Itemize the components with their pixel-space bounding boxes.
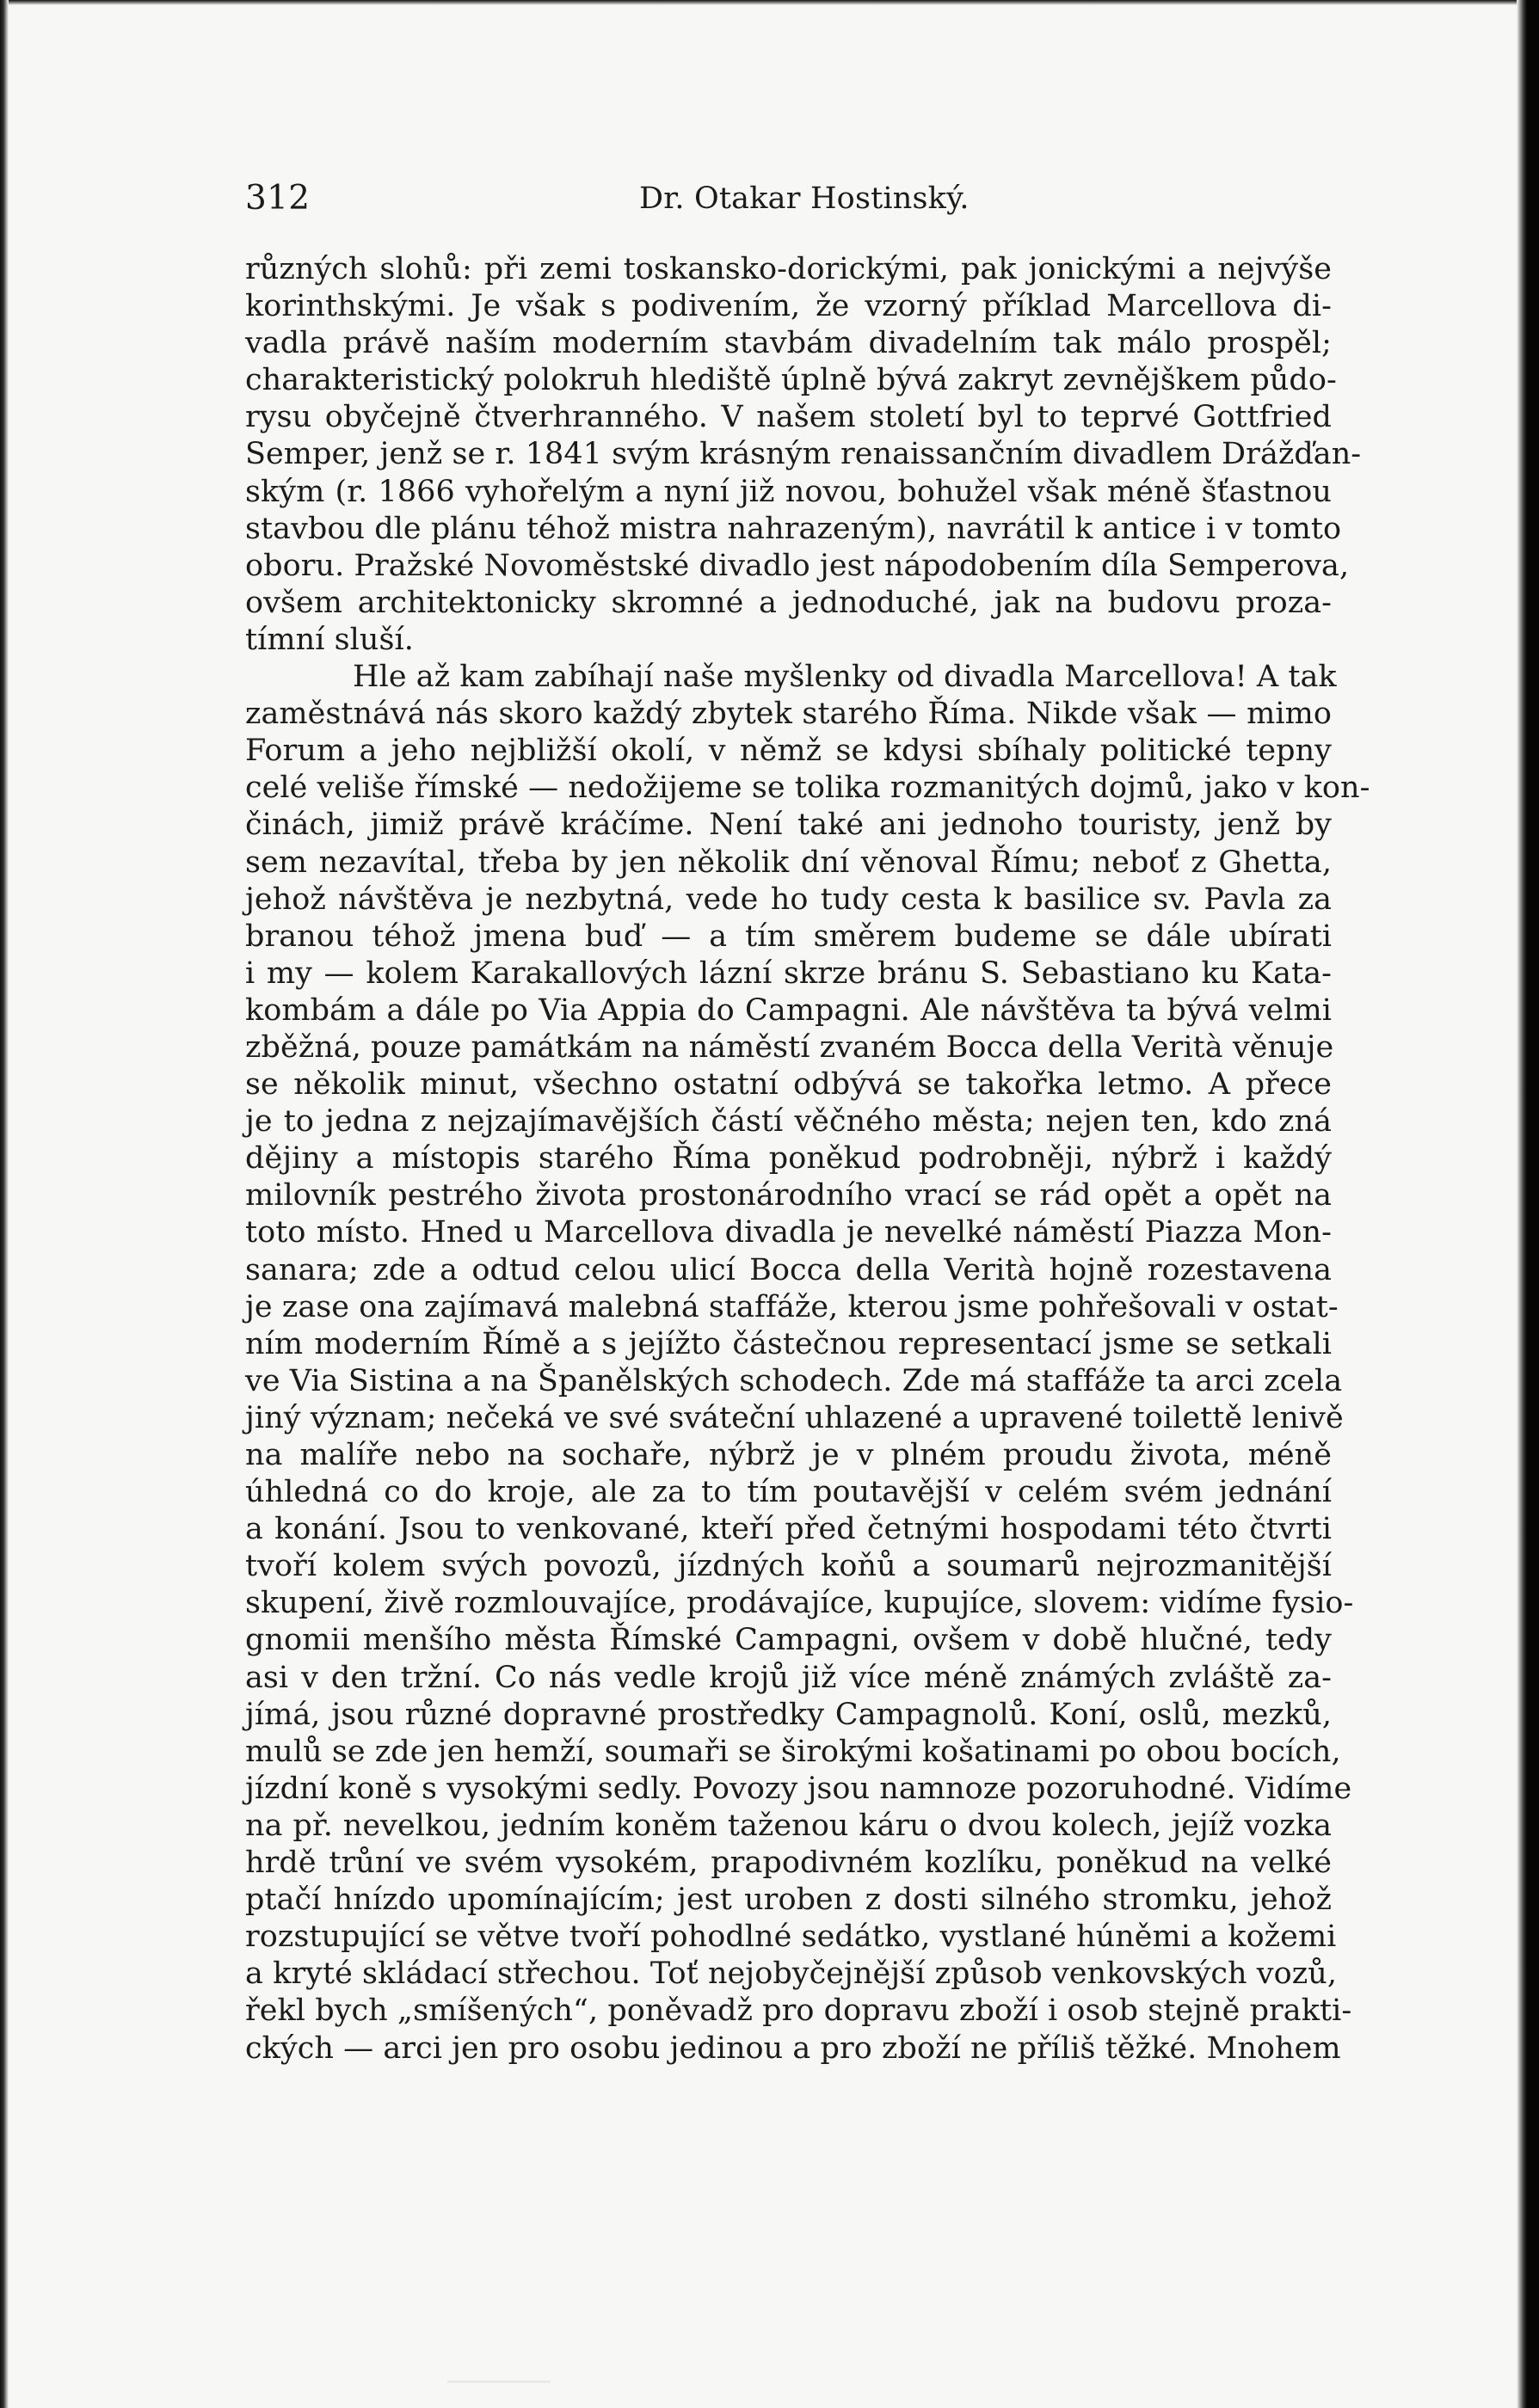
text-line: činách, jimiž právě kráčíme. Není také ani jednoho touristy, jenž by [245,808,1332,843]
text-line: různých slohů: při zemi toskansko-dorickými, pak jonickými a nejvýše [245,252,1332,286]
text-line: je to jedna z nejzajímavějších částí věčného města; nejen ten, kdo zná [245,1104,1332,1140]
text-line: ve Via Sistina a na Španělských schodech. Zde má staffáže ta arci zcela [245,1363,1343,1398]
text-line: korinthskými. Je však s podivením, že vzorný příklad Marcellova di- [245,289,1332,324]
running-head: Dr. Otakar Hostinský. [639,181,970,216]
scan-mark [447,2380,551,2383]
text-line: asi v den tržní. Co nás vedle krojů již více méně známých zvláště za- [245,1660,1332,1695]
text-line: kombám a dále po Via Appia do Campagni. Ale návštěva ta bývá velmi [245,992,1332,1028]
text-line: rysu obyčejně čtverhranného. V našem století byl to teprvé Gottfried [245,400,1332,435]
text-line: sanara; zde a odtud celou ulicí Bocca della Verità hojně rozestavena [245,1252,1332,1287]
scan-edge-right [1517,0,1539,2408]
text-line: ckých — arci jen pro osobu jedinou a pro zboží ne příliš těžké. Mnohem [245,2030,1341,2066]
text-line: charakteristický polokruh hlediště úplně bývá zakryt zevnějškem půdo- [245,363,1337,398]
text-line: i my — kolem Karakallových lázní skrze bránu S. Sebastiano ku Kata- [245,955,1332,991]
text-line: branou téhož jmena buď — a tím směrem budeme se dále ubírati [245,918,1332,954]
text-line: jízdní koně s vysokými sedly. Povozy jsou namnoze pozoruhodné. Vidíme [245,1771,1352,1806]
text-line: sem nezavítal, třeba by jen několik dní věnoval Římu; neboť z Ghetta, [245,845,1332,880]
text-line: ským (r. 1866 vyhořelým a nyní již novou, bohužel však méně šťastnou [245,474,1332,509]
text-line: skupení, živě rozmlouvajíce, prodávajíce, kupujíce, slovem: vidíme fysio- [245,1586,1354,1621]
text-line: hrdě trůní ve svém vysokém, prapodivném kozlíku, poněkud na velké [245,1846,1332,1881]
text-line: gnomii menšího města Římské Campagni, ovšem v době hlučné, tedy [245,1623,1332,1658]
text-line: milovník pestrého života prostonárodního vrací se rád opět a opět na [245,1178,1332,1213]
text-line: celé veliše římské — nedožijeme se tolika rozmanitých dojmů, jako v kon- [245,771,1370,806]
text-line: rozstupující se větve tvoří pohodlné sedátko, vystlané húněmi a kožemi [245,1920,1337,1955]
text-line: stavbou dle plánu téhož mistra nahrazeným), navrátil k antice i v tomto [245,511,1342,546]
page-header [245,175,1332,222]
text-line: jiný význam; nečeká ve své sváteční uhlazené a upravené toilettě lenivě [245,1400,1344,1435]
text-line: zběžná, pouze památkám na náměstí zvaném Bocca della Verità věnuje [245,1029,1334,1065]
text-line: mulů se zde jen hemží, soumaři se širokými košatinami po obou bocích, [245,1734,1341,1769]
text-line: dějiny a místopis starého Říma poněkud podrobněji, nýbrž i každý [245,1141,1332,1176]
text-line: na malíře nebo na sochaře, nýbrž je v plném proudu života, méně [245,1438,1332,1472]
text-line: ptačí hnízdo upomínajícím; jest uroben z dosti silného stromku, jehož [245,1883,1332,1918]
text-line: oboru. Pražské Novoměstské divadlo jest nápodobením díla Semperova, [245,548,1350,583]
text-line: vadla právě naším moderním stavbám divadelním tak málo prospěl; [245,326,1332,361]
text-line: úhledná co do kroje, ale za to tím poutavější v celém svém jednání [245,1475,1332,1510]
paragraph-end-line: tímní sluší. [245,622,414,657]
text-line: ním moderním Římě a s jejížto částečnou representací jsme se setkali [245,1326,1332,1361]
text-line: ovšem architektonicky skromné a jednoduché, jak na budovu proza- [245,585,1332,620]
text-line: jímá, jsou různé dopravné prostředky Campagnolů. Koní, oslů, mezků, [245,1697,1332,1732]
body-text [245,251,1370,2067]
text-line: se několik minut, všechno ostatní odbývá se takořka letmo. A přece [245,1067,1332,1103]
text-line: Forum a jeho nejbližší okolí, v němž se kdysi sbíhaly politické tepny [245,734,1332,769]
text-line: řekl bych „smíšených“, poněvadž pro dopravu zboží i osob stejně prakti- [245,1993,1352,2029]
scan-edge-top [0,0,1539,5]
text-line: toto místo. Hned u Marcellova divadla je nevelké náměstí Piazza Mon- [245,1215,1332,1250]
text-line: a kryté skládací střechou. Toť nejobyčejnější způsob venkovských vozů, [245,1956,1338,1992]
text-line: zaměstnává nás skoro každý zbytek starého Říma. Nikde však — mimo [245,697,1332,732]
text-line: Semper, jenž se r. 1841 svým krásným renaissančním divadlem Drážďan- [245,437,1362,472]
paragraph-start-line: Hle až kam zabíhají naše myšlenky od divadla Marcellova! A tak [353,660,1337,695]
text-line: a konání. Jsou to venkované, kteří před četnými hospodami této čtvrti [245,1512,1332,1547]
page-number: 312 [245,179,311,218]
scan-edge-left [0,0,9,2408]
text-line: na př. nevelkou, jedním koněm taženou káru o dvou kolech, jejíž vozka [245,1808,1332,1843]
text-line: tvoří kolem svých povozů, jízdných koňů a soumarů nejrozmanitější [245,1549,1332,1584]
text-line: jehož návštěva je nezbytná, vede ho tudy cesta k basilice sv. Pavla za [245,882,1332,917]
text-line: je zase ona zajímavá malebná staffáže, kterou jsme pohřešovali v ostat- [245,1289,1339,1324]
